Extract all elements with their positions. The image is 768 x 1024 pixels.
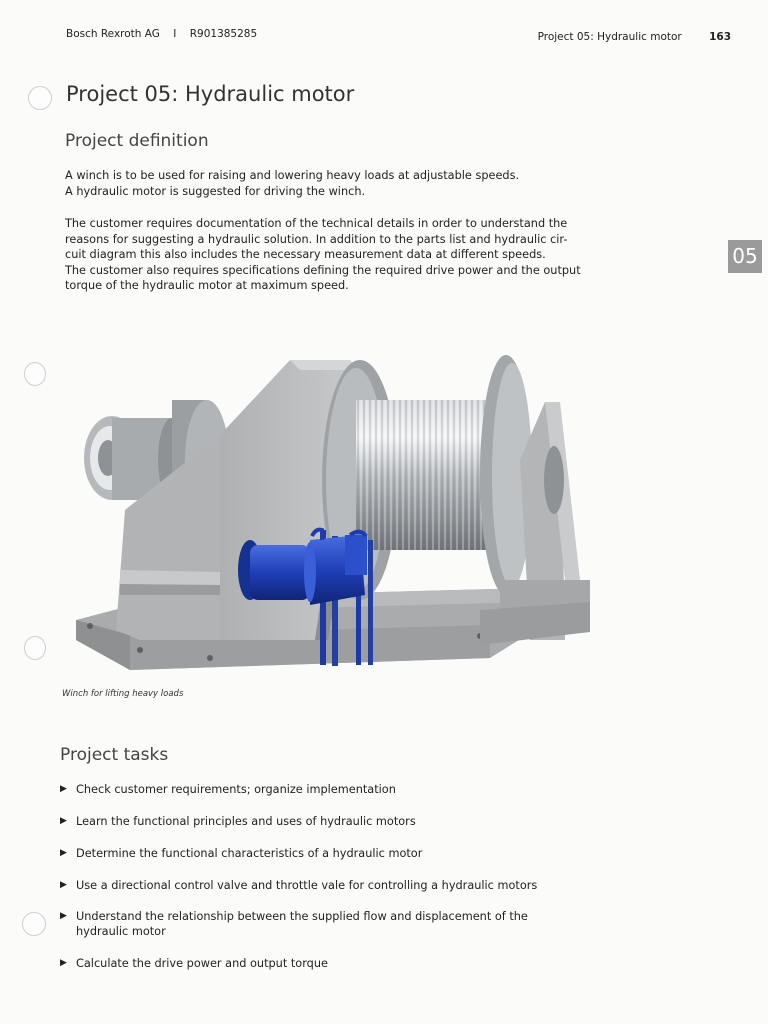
header-separator: I	[173, 28, 177, 40]
task-text: Check customer requirements; organize implementation	[76, 783, 396, 796]
paragraph-line: torque of the hydraulic motor at maximum speed.	[65, 279, 349, 292]
paragraph-line: cuit diagram this also includes the necessary measurement data at different speeds.	[65, 248, 546, 261]
list-item	[60, 956, 620, 971]
task-text-continued: hydraulic motor	[76, 925, 166, 938]
paragraph-line: The customer also requires specifications defining the required drive power and the output	[65, 263, 581, 277]
document-number: R901385285	[189, 28, 258, 40]
company-name: Bosch Rexroth AG	[66, 28, 160, 40]
task-text: Use a directional control valve and throttle vale for controlling a hydraulic motors	[76, 879, 538, 892]
list-item	[60, 782, 620, 797]
binder-hole	[22, 912, 46, 936]
bullet-arrow-icon: ▶	[60, 880, 67, 890]
paragraph-line: A winch is to be used for raising and lowering heavy loads at adjustable speeds.	[65, 169, 520, 182]
header-right	[538, 31, 731, 43]
list-item	[60, 909, 620, 939]
page-title: Project 05: Hydraulic motor	[66, 82, 355, 106]
project-definition-heading: Project definition	[65, 131, 209, 151]
binder-hole	[28, 86, 52, 110]
task-text: Calculate the drive power and output torque	[76, 957, 328, 970]
paragraph-line: A hydraulic motor is suggested for driving the winch.	[65, 184, 366, 198]
task-text: Learn the functional principles and uses of hydraulic motors	[76, 815, 416, 828]
page-number: 163	[709, 31, 731, 43]
bullet-arrow-icon: ▶	[60, 848, 67, 858]
list-item	[60, 878, 620, 893]
definition-paragraph-1	[65, 168, 615, 199]
binder-hole	[24, 636, 46, 660]
section-title: Project 05: Hydraulic motor	[537, 31, 682, 43]
chapter-tab: 05	[728, 240, 762, 273]
definition-paragraph-2	[65, 216, 615, 294]
bullet-arrow-icon: ▶	[60, 958, 67, 968]
bullet-arrow-icon: ▶	[60, 816, 67, 826]
list-item	[60, 846, 620, 861]
task-text: Understand the relationship between the supplied flow and displacement of the	[76, 910, 528, 923]
list-item	[60, 814, 620, 829]
bullet-arrow-icon: ▶	[60, 784, 67, 794]
paragraph-line: reasons for suggesting a hydraulic solution. In addition to the parts list and hydraulic cir-	[65, 232, 568, 246]
binder-hole	[24, 362, 46, 386]
header-left	[66, 28, 257, 40]
task-text: Determine the functional characteristics of a hydraulic motor	[76, 847, 423, 860]
project-tasks-heading: Project tasks	[60, 745, 169, 765]
paragraph-line: The customer requires documentation of the technical details in order to understand the	[65, 217, 568, 230]
winch-illustration	[60, 340, 620, 685]
bullet-arrow-icon: ▶	[60, 911, 67, 921]
figure-caption: Winch for lifting heavy loads	[62, 689, 184, 699]
